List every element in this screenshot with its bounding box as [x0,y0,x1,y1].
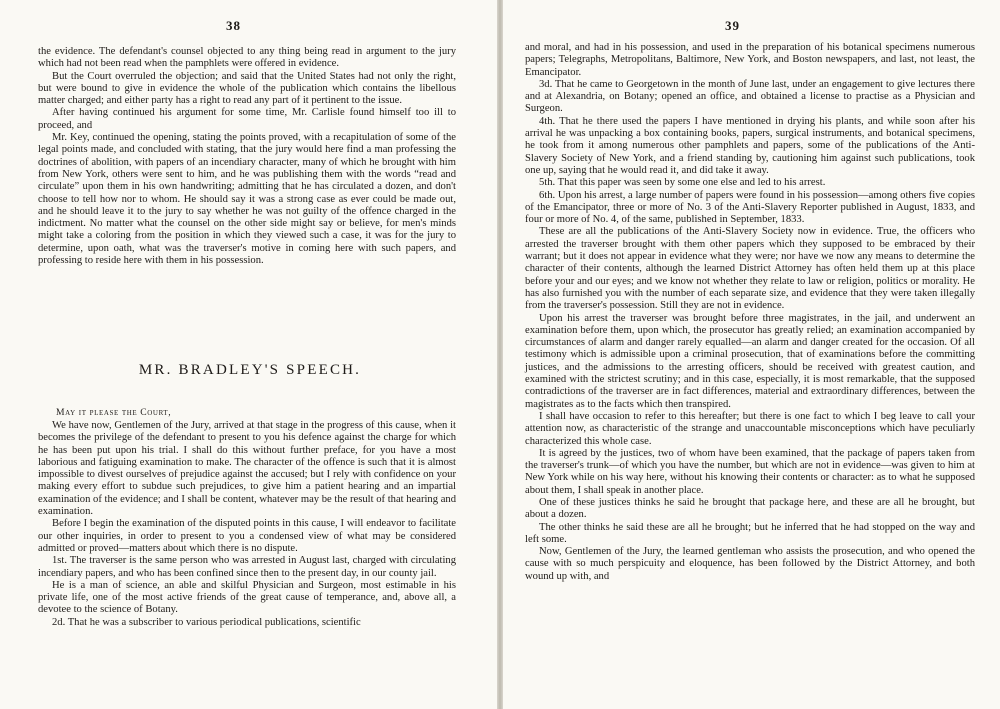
left-top-text [38,46,456,267]
paragraph: 2d. That he was a subscriber to various periodical publications, scientific [52,616,361,628]
right-text [525,42,975,583]
paragraph: I shall have occasion to refer to this hereafter; but there is one fact to which I beg leave to call your attention now, as characteristic of the strange and unaccountable misconceptions which have peculiarly characterized this whole case. [525,410,975,447]
paragraph: He is a man of science, an able and skilful Physician and Surgeon, most estimable in his private life, one of the most active friends of the great cause of temperance, and, above all, a devotee to the science of Botany. [38,579,456,616]
left-page [0,0,497,709]
speech-title: MR. BRADLEY'S SPEECH. [138,362,362,378]
paragraph: 4th. That he there used the papers I have mentioned in drying his plants, and while soon after his arrival he was unpacking a box containing books, papers, surgical instruments, and botanical specimens, he took from it among numerous other pamphlets and papers, some of the publications of the Anti-Slavery Society of New York, and a friend standing by, cautioning him against such publications, took one up, saying that he would read it, and did take it away. [525,115,975,176]
salutation: May it please the Court, [56,407,172,418]
page-number-right: 39 [725,18,740,33]
paragraph: We have now, Gentlemen of the Jury, arrived at that stage in the progress of this cause, when it becomes the privilege of the defendant to present to you his defence against the charge for which he has been put upon his trial. I shall do this without further preface, for you have a most laborious and fatiguing examination to make. The character of the offence is such that it is almost impossible to divest ourselves of prejudice against the accused; but I rely with confidence on your making every effort to subdue such prejudices, to give him a patient hearing and an impartial examination of the evidence; and I shall be content, whatever may be the result of that hearing and examination. [38,420,456,518]
page-number-left: 38 [226,18,241,33]
paragraph: But the Court overruled the objection; and said that the United States had not only the right, but were bound to give in evidence the whole of the publication which contains the libellous matter charged; and either party has a right to read any part of it pertinent to the issue. [38,70,456,107]
paragraph: These are all the publications of the Anti-Slavery Society now in evidence. True, the officers who arrested the traverser brought with them other papers which they supposed to be embraced by their warrant; but it does not appear in evidence what they were; nor have we now any means to determine the character of their contents, although the learned District Attorney has often held them up at this place before your and our eyes; and we know not whether they relate to law or religion, politics or morality. He has also furnished you with the number of each separate size, and evidence that they were taken illegally from the traverser's possession. Still they are not in evidence. [525,226,975,312]
paragraph: 5th. That this paper was seen by some one else and led to his arrest. [539,177,826,189]
paragraph: 1st. The traverser is the same person who was arrested in August last, charged with circulating incendiary papers, and who has been confined since then to the present day, in our county jail. [38,555,456,579]
paragraph: Mr. Key, continued the opening, stating the points proved, with a recapitulation of some of the legal points made, and concluded with stating, that the jury would here find a man professing the doctrines of abolition, with papers of an incendiary character, many of which he brought with him from New York, others were sent to him, and he was publishing them with the words “read and circulate” upon them in his own handwriting; admitting that he has circulated a dozen, and don't choose to tell how nor to whom. He should say it was a strong case as ever could be made out, and he should leave it to the jury to say whether he was not guilty of the offence charged in the indictment. No matter what the counsel on the other side might say or believe, for men's minds might take a coloring from the position in which they viewed such a case, it was for the jury to determine, upon oath, what was the traverser's motive in coming here with such papers, and professing to reside here with them in his possession. [38,132,456,267]
paragraph: After having continued his argument for some time, Mr. Carlisle found himself too ill to proceed, and [38,107,456,131]
paragraph: the evidence. The defendant's counsel objected to any thing being read in argument to the jury which had not been read when the pamphlets were offered in evidence. [38,46,456,70]
paragraph: One of these justices thinks he said he brought that package here, and these are all he brought, but about a dozen. [525,496,975,521]
paragraph: 3d. That he came to Georgetown in the month of June last, under an engagement to give lectures there and at Alexandria, on Botany; opened an office, and obtained a license to practise as a Physician and Surgeon. [525,78,975,115]
paragraph: Before I begin the examination of the disputed points in this cause, I will endeavor to facilitate our other inquiries, in order to present to you a condensed view of what may be considered admitted or proved—matters about which there is no dispute. [38,518,456,554]
paragraph: Now, Gentlemen of the Jury, the learned gentleman who assists the prosecution, and who opened the cause with so much perspicuity and eloquence, has been followed by the District Attorney, and both wound up with, and [525,546,975,582]
paragraph: Upon his arrest the traverser was brought before three magistrates, in the jail, and underwent an examination before them, upon which, the prosecutor has greatly relied; an examination accompanied by circumstances of alarm and danger rarely equalled—an alarm and danger created for the occasion. Of all testimony which is admissible upon a criminal prosecution, that of examinations before the committing justices, and the admissions to the arresting officers, should be received with greatest caution, and examined with the strictest scrutiny; and in this case, especially, it is most remarkable, that the supposed contradictions of the traverser are in fact differences, material and extraordinary differences, between the magistrates as to the facts which then transpired. [525,312,975,410]
right-page [503,0,1000,709]
paragraph: It is agreed by the justices, two of whom have been examined, that the package of papers taken from the traverser's trunk—of which you have the number, but which are not in evidence—was given to him at New York while on his way here, without his knowing their contents or character: as to what he supposed about them, I shall speak in another place. [525,447,975,496]
paragraph: The other thinks he said these are all he brought; but he inferred that he had stopped on the way and left some. [525,521,975,545]
speech-text [38,420,456,629]
paragraph: 6th. Upon his arrest, a large number of papers were found in his possession—among others five copies of the Emancipator, three or more of No. 3 of the Anti-Slavery Reporter published in August, 1833, and four or more of No. 4, of the same, published in September, 1833. [525,189,975,226]
paragraph: and moral, and had in his possession, and used in the preparation of his botanical specimens numerous papers; Telegraphs, Metropolitans, Baltimore, New York, and Boston newspapers, and last, not least, the Emancipator. [525,42,975,78]
